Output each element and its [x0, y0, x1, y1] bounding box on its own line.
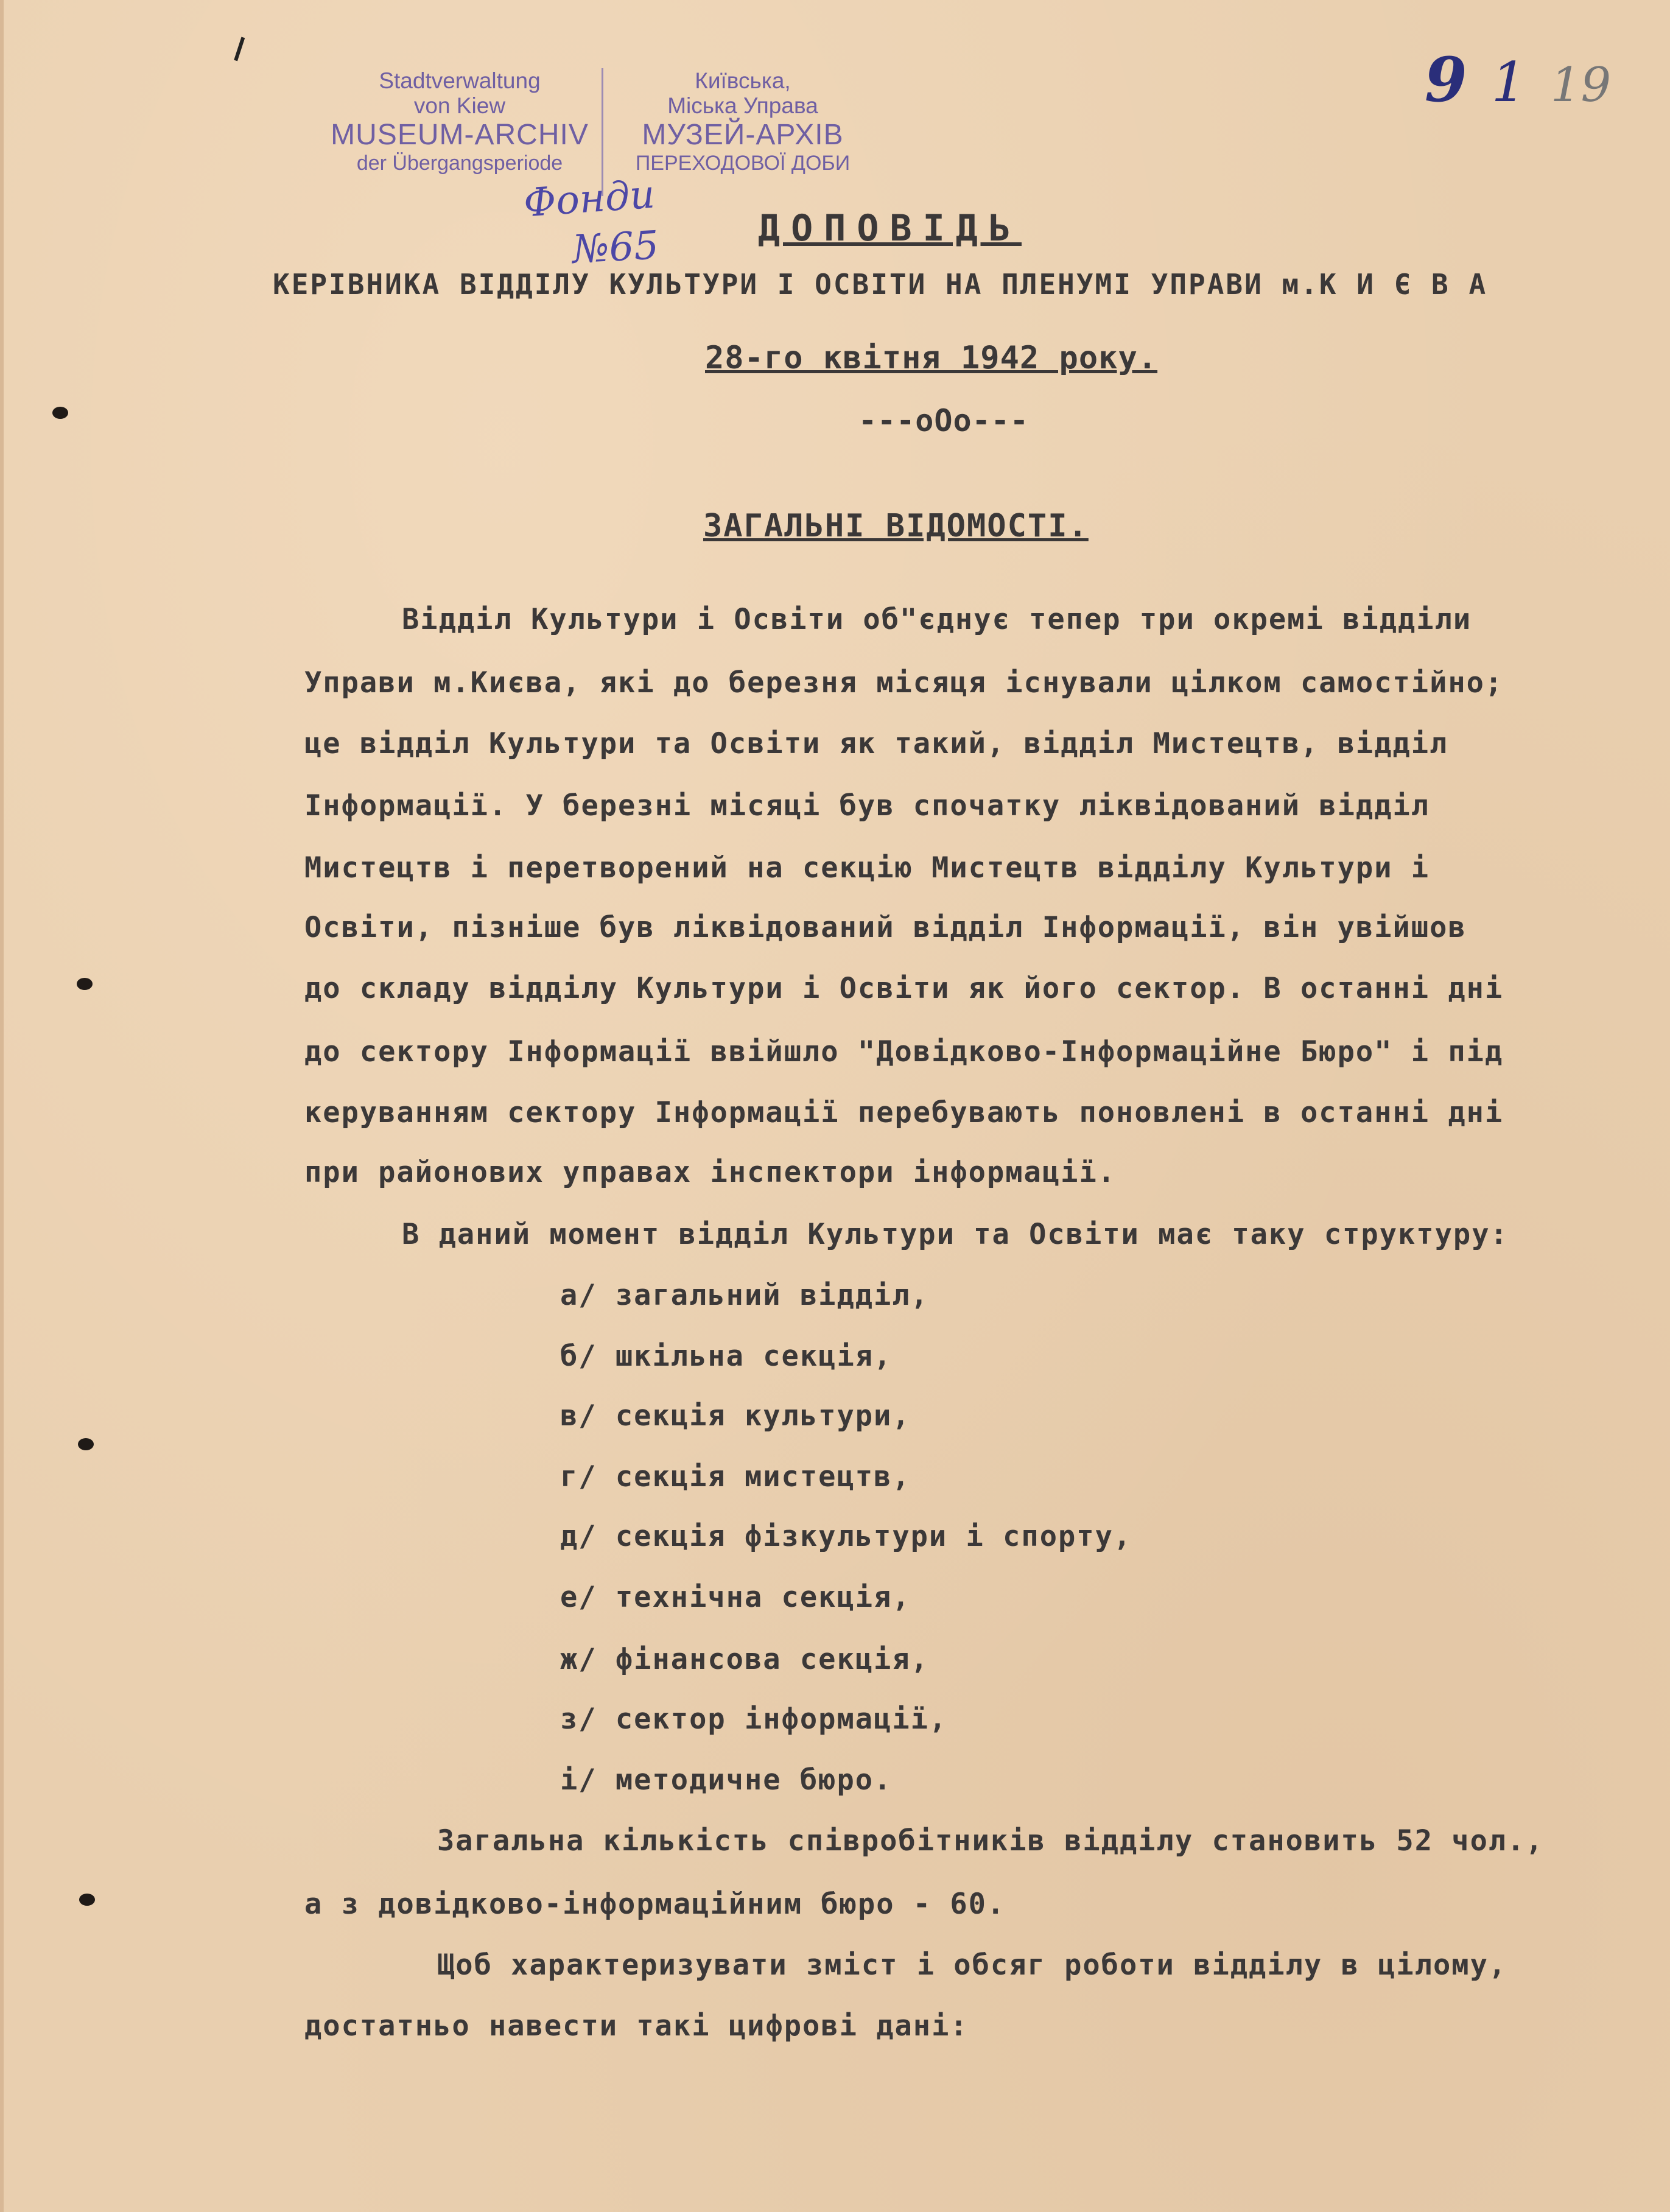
stamp-line: von Kiew — [413, 93, 506, 119]
handwritten-fond-number: №65 — [571, 223, 660, 273]
structure-item: д/ секція фізкультури і спорту, — [560, 1520, 1132, 1553]
document-date: 28-го квітня 1942 року. — [705, 340, 1158, 376]
structure-item: б/ шкільна секція, — [560, 1339, 893, 1373]
stamp-line: MUSEUM-ARCHIV — [331, 118, 589, 151]
document-title: ДОПОВІДЬ — [758, 207, 1022, 250]
folio-number — [1425, 44, 1611, 116]
body-line: Загальна кількість співробітників відділу становить 52 чол., — [437, 1824, 1544, 1858]
section-heading: ЗАГАЛЬНІ ВІДОМОСТІ. — [703, 508, 1089, 544]
structure-item: ж/ фінансова секція, — [560, 1643, 929, 1676]
body-line: при районових управах інспектори інформації. — [304, 1156, 1117, 1189]
stamp-line: Stadtverwaltung — [379, 68, 541, 93]
body-line: керуванням сектору Інформації перебувають поновлені в останні дні — [304, 1096, 1504, 1129]
stamp-german — [317, 68, 603, 175]
body-line: а з довідково-інформаційним бюро - 60. — [304, 1887, 1006, 1921]
structure-item: е/ технічна секція, — [560, 1581, 911, 1614]
ornament-divider: ---oOo--- — [858, 403, 1029, 438]
body-line: Відділ Культури і Освіти об"єднує тепер три окремі відділи — [402, 603, 1472, 636]
folio-part: 1 — [1491, 51, 1526, 114]
structure-item: і/ методичне бюро. — [560, 1763, 893, 1797]
body-line: це відділ Культури та Освіти як такий, відділ Мистецтв, відділ — [304, 727, 1448, 760]
stamp-line: der Übergangsperiode — [356, 151, 563, 175]
body-line: до сектору Інформації ввійшло "Довідково-Інформаційне Бюро" і під — [304, 1035, 1504, 1069]
folio-part: 9 — [1425, 44, 1467, 116]
stamp-line: МУЗЕЙ-АРХІВ — [642, 118, 844, 151]
page-edge — [0, 0, 4, 2212]
body-line: Щоб характеризувати зміст і обсяг роботи відділу в цілому, — [437, 1948, 1507, 1982]
structure-item: а/ загальний відділ, — [560, 1279, 929, 1312]
stamp-ukrainian — [606, 68, 880, 175]
stamp-line: Київська, — [695, 68, 791, 93]
body-line: Інформації. У березні місяці був спочатку ліквідований відділ — [304, 789, 1430, 823]
structure-item: в/ секція культури, — [560, 1399, 911, 1433]
document-subtitle: КЕРІВНИКА ВІДДІЛУ КУЛЬТУРИ І ОСВІТИ НА ПЛЕНУМІ УПРАВИ м.К И Є В А — [273, 268, 1488, 301]
body-line: Управи м.Києва, які до березня місяця існували цілком самостійно; — [304, 666, 1504, 700]
binding-hole — [79, 1894, 95, 1906]
body-line: Освіти, пізніше був ліквідований відділ Інформації, він увійшов — [304, 911, 1467, 944]
structure-item: з/ сектор інформації, — [560, 1702, 948, 1736]
handwritten-fondy: Фонди — [522, 172, 656, 226]
body-line: Мистецтв і перетворений на секцію Мистецтв відділу Культури і — [304, 851, 1430, 885]
binding-hole — [52, 407, 68, 419]
folio-part: 19 — [1550, 58, 1612, 113]
stamp-line: ПЕРЕХОДОВОЇ ДОБИ — [635, 151, 851, 175]
body-line: до складу відділу Культури і Освіти як його сектор. В останні дні — [304, 972, 1504, 1005]
body-line: достатньо навести такі цифрові дані: — [304, 2009, 969, 2043]
binding-hole — [77, 978, 93, 990]
body-line: В даний момент відділ Культури та Освіти має таку структуру: — [402, 1218, 1509, 1251]
stamp-line: Міська Управа — [667, 93, 818, 119]
binding-hole — [78, 1438, 94, 1450]
structure-item: г/ секція мистецтв, — [560, 1460, 911, 1494]
